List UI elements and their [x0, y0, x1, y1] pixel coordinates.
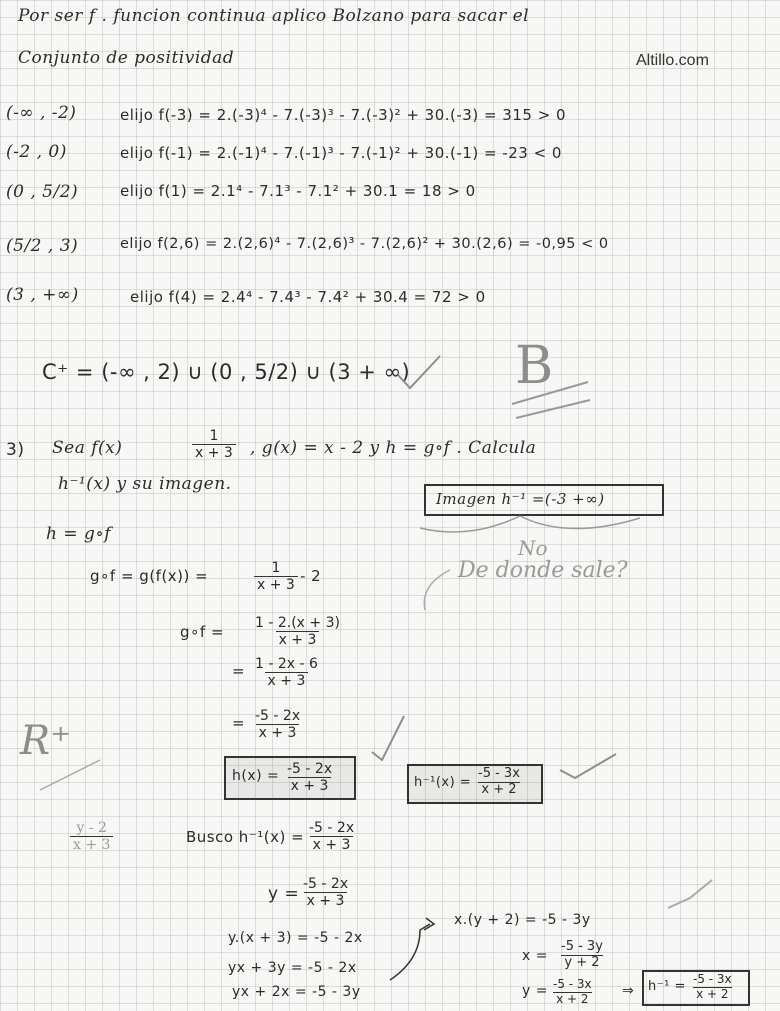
interval-evaluation: elijo f(2,6) = 2.(2,6)⁴ - 7.(2,6)³ - 7.(2,6)² + 30.(2,6) = -0,95 < 0 — [120, 236, 609, 252]
interval-label: (0 , 5/2) — [6, 182, 79, 202]
positive-set: C⁺ = (-∞ , 2) ∪ (0 , 5/2) ∪ (3 + ∞) — [42, 360, 411, 384]
fraction-numerator: 1 - 2x - 6 — [255, 656, 318, 672]
fraction-denominator: x + 3 — [265, 672, 309, 689]
interval-evaluation: elijo f(-1) = 2.(-1)⁴ - 7.(-1)³ - 7.(-1)² + 30.(-1) = -23 < 0 — [120, 144, 562, 162]
fraction-denominator: x + 3 — [304, 892, 348, 909]
fraction-numerator: 1 — [271, 560, 281, 576]
fraction-denominator: x + 2 — [478, 782, 519, 798]
fraction-denominator: x + 3 — [192, 444, 236, 461]
fraction-numerator: y - 2 — [76, 820, 107, 836]
altillo-watermark: Altillo.com — [636, 52, 709, 69]
teacher-note-question: De donde sale? — [458, 558, 628, 583]
fraction-numerator: -5 - 2x — [287, 761, 333, 777]
boxed-h-lhs: h(x) = — [232, 768, 280, 784]
composition-step-1-tail: - 2 — [300, 567, 322, 585]
y-equals: y = — [268, 884, 300, 904]
algebra-line-d: x.(y + 2) = -5 - 3y — [454, 912, 591, 928]
implies-arrow: ⇒ — [622, 983, 635, 999]
fraction-numerator: -5 - 2x — [309, 820, 355, 836]
fraction-numerator: 1 - 2.(x + 3) — [255, 615, 340, 631]
algebra-line-c: yx + 2x = -5 - 3y — [232, 984, 361, 1000]
fraction-numerator: -5 - 3y — [561, 939, 603, 954]
checkmark — [560, 754, 616, 778]
busca-line: Busco h⁻¹(x) = — [186, 828, 305, 846]
composition-step-2: g∘f = — [180, 623, 225, 641]
grade-letter: B — [515, 336, 554, 396]
fraction-denominator: y + 2 — [561, 955, 602, 971]
final-y-equals: y = — [522, 983, 548, 999]
fraction-denominator: x + 3 — [254, 576, 298, 593]
interval-label: (3 , +∞) — [6, 285, 79, 305]
boxed-h-inverse-lhs: h⁻¹(x) = — [414, 775, 472, 790]
intro-line-2: Conjunto de positividad — [18, 48, 235, 68]
exercise-statement-c: h⁻¹(x) y su imagen. — [58, 474, 232, 494]
image-answer: Imagen h⁻¹ =(-3 +∞) — [436, 490, 605, 508]
exercise-statement-b: , g(x) = x - 2 y h = g∘f . Calcula — [250, 438, 537, 458]
fraction-numerator: -5 - 3x — [693, 972, 732, 986]
fraction-denominator: x + 2 — [693, 987, 731, 1002]
algebra-line-a: y.(x + 3) = -5 - 2x — [228, 930, 363, 946]
fraction-denominator: x + 3 — [288, 777, 332, 794]
checkmark — [372, 716, 404, 760]
interval-evaluation: elijo f(1) = 2.1⁴ - 7.1³ - 7.1² + 30.1 = 18 > 0 — [120, 182, 476, 200]
underline-stroke — [512, 382, 588, 404]
composition-step-1: g∘f = g(f(x)) = — [90, 567, 209, 585]
equals-sign: = — [232, 714, 246, 732]
fraction-denominator: x + 2 — [553, 992, 591, 1007]
fraction-numerator: -5 - 3x — [478, 766, 520, 781]
interval-label: (-2 , 0) — [6, 142, 67, 162]
margin-r-plus: R⁺ — [20, 718, 72, 764]
fraction-numerator: -5 - 3x — [553, 977, 592, 991]
fraction-numerator: -5 - 2x — [303, 876, 349, 892]
teacher-note-no: No — [518, 536, 548, 560]
checkmark — [398, 356, 440, 388]
exercise-statement-a: Sea f(x) — [52, 438, 123, 458]
fraction-denominator: x + 3 — [276, 631, 320, 648]
fraction-numerator: -5 - 2x — [255, 708, 301, 724]
x-equals: x = — [522, 948, 548, 964]
algebra-line-b: yx + 3y = -5 - 2x — [228, 960, 357, 976]
interval-evaluation: elijo f(4) = 2.4⁴ - 7.4³ - 7.4² + 30.4 = 72 > 0 — [130, 288, 486, 306]
intro-line-1: Por ser f . funcion continua aplico Bolzano para sacar el — [18, 6, 530, 26]
bracket-stroke — [420, 516, 520, 532]
fraction-denominator: x + 3 — [256, 724, 300, 741]
interval-label: (5/2 , 3) — [6, 236, 79, 256]
margin-slash — [40, 760, 100, 790]
checkmark — [668, 880, 712, 908]
fraction-numerator: 1 — [209, 428, 219, 444]
underline-stroke — [516, 400, 590, 418]
margin-arc — [424, 570, 450, 610]
fraction-denominator: x + 3 — [310, 836, 354, 853]
final-answer-lhs: h⁻¹ = — [648, 979, 686, 994]
interval-evaluation: elijo f(-3) = 2.(-3)⁴ - 7.(-3)³ - 7.(-3)² + 30.(-3) = 315 > 0 — [120, 106, 567, 124]
equals-sign: = — [232, 662, 246, 680]
h-definition: h = g∘f — [46, 524, 112, 544]
interval-label: (-∞ , -2) — [6, 103, 77, 123]
flow-arrow — [390, 924, 430, 980]
fraction-denominator: x + 3 — [70, 836, 113, 853]
bracket-stroke — [520, 516, 640, 529]
exercise-number: 3) — [6, 440, 25, 460]
